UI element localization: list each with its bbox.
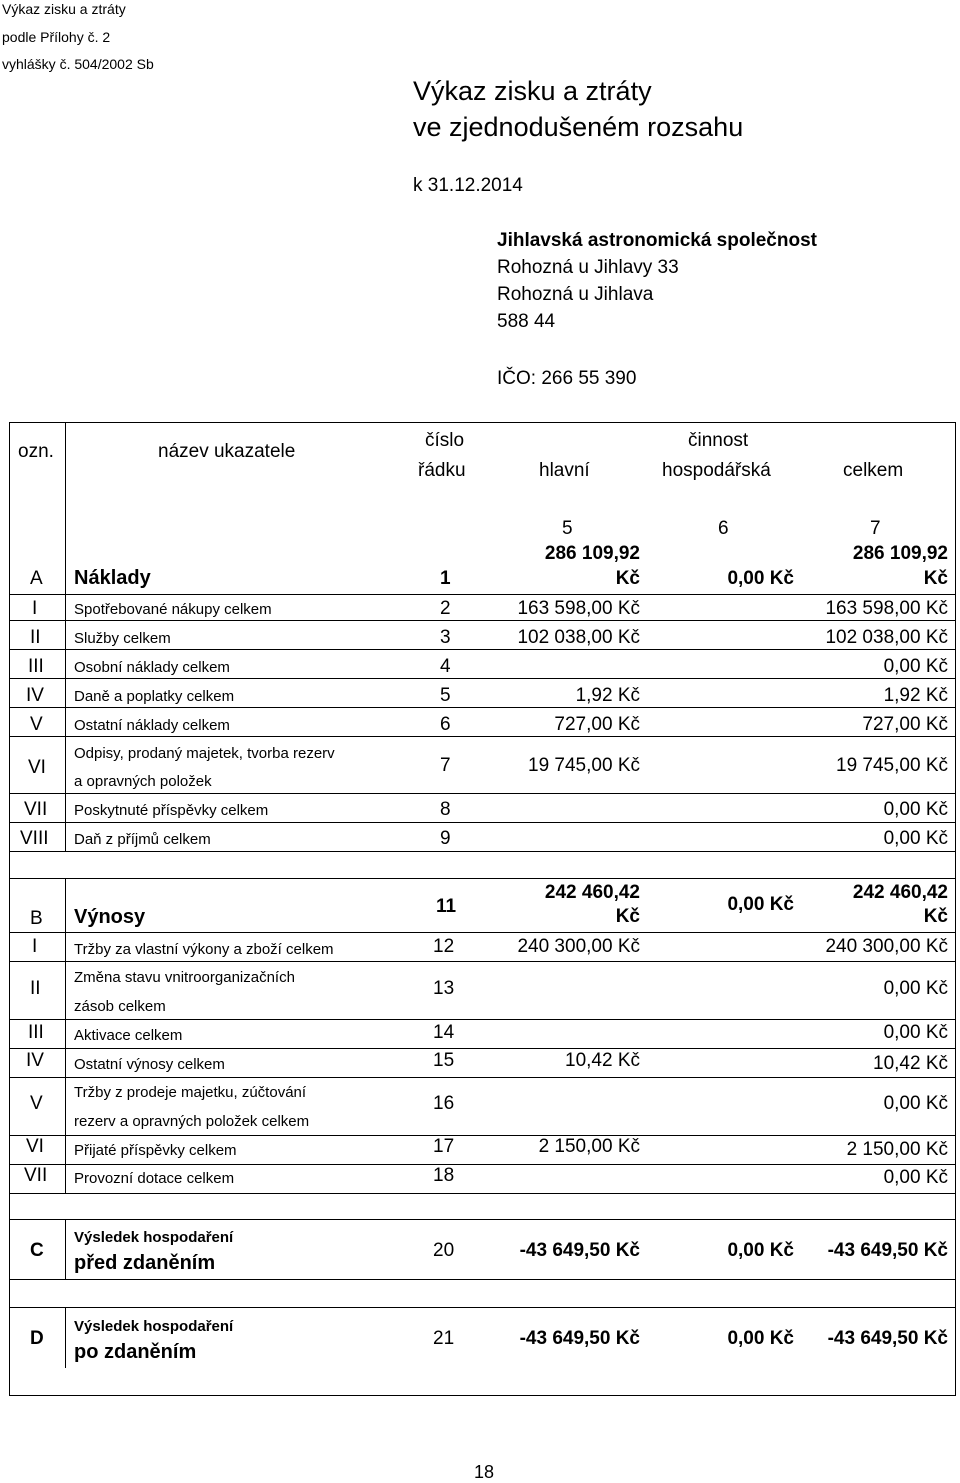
- rule: [65, 1219, 66, 1280]
- rule: [10, 1077, 955, 1078]
- row-total: 19 745,00 Kč: [836, 755, 948, 776]
- row-ozn: VII: [24, 1165, 48, 1186]
- row-name-line-2: zásob celkem: [74, 998, 166, 1015]
- row-total: 0,00 Kč: [883, 656, 948, 677]
- section-d-name-line-2: po zdaněním: [74, 1341, 197, 1363]
- section-d-row-number: 21: [433, 1328, 455, 1349]
- rule: [10, 851, 955, 852]
- section-a-name: Náklady: [74, 567, 151, 589]
- row-main: 727,00 Kč: [554, 714, 640, 735]
- row-name-line-2: rezerv a opravných položek celkem: [74, 1113, 310, 1130]
- row-name: Poskytnuté příspěvky celkem: [74, 802, 269, 819]
- row-number: 2: [440, 598, 451, 619]
- section-d-main: -43 649,50 Kč: [519, 1328, 640, 1349]
- row-main: 163 598,00 Kč: [517, 598, 640, 619]
- section-d-name-line-1: Výsledek hospodaření: [74, 1318, 234, 1335]
- row-ozn: I: [32, 598, 38, 619]
- rule: [10, 1279, 955, 1280]
- section-a-economic: 0,00 Kč: [727, 568, 794, 589]
- row-name-line-1: Změna stavu vnitroorganizačních: [74, 969, 295, 986]
- section-b-name: Výnosy: [74, 906, 146, 928]
- row-name: Aktivace celkem: [74, 1027, 183, 1044]
- header-note-line-3: vyhlášky č. 504/2002 Sb: [2, 56, 154, 72]
- rule: [10, 1307, 955, 1308]
- row-ozn: VI: [28, 757, 46, 778]
- rule: [10, 594, 955, 595]
- row-ozn: II: [30, 978, 41, 999]
- section-a-main-1: 286 109,92: [544, 543, 640, 564]
- rule: [10, 793, 955, 794]
- col-header-row-number-2: řádku: [418, 460, 466, 481]
- row-name-line-1: Tržby z prodeje majetku, zúčtování: [74, 1084, 307, 1101]
- row-name: Daně a poplatky celkem: [74, 688, 235, 705]
- section-a-ozn: A: [30, 568, 43, 589]
- header-note-line-1: Výkaz zisku a ztráty: [2, 1, 126, 17]
- row-ozn: II: [30, 627, 41, 648]
- row-name: Služby celkem: [74, 630, 171, 647]
- section-b-ozn: B: [30, 908, 43, 929]
- rule: [10, 1048, 955, 1049]
- section-c-name-line-1: Výsledek hospodaření: [74, 1229, 234, 1246]
- row-name-line-2: a opravných položek: [74, 773, 212, 790]
- row-number: 8: [440, 799, 451, 820]
- row-ozn: VI: [26, 1136, 44, 1157]
- row-main: 102 038,00 Kč: [517, 627, 640, 648]
- row-total: 0,00 Kč: [883, 828, 948, 849]
- row-number: 18: [433, 1165, 455, 1186]
- section-b-total-2: Kč: [923, 906, 948, 927]
- section-b-economic: 0,00 Kč: [727, 894, 794, 915]
- row-total: 0,00 Kč: [883, 1167, 948, 1188]
- row-total: 0,00 Kč: [883, 1093, 948, 1114]
- row-name: Daň z příjmů celkem: [74, 831, 211, 848]
- row-ozn: III: [28, 1022, 44, 1043]
- section-d-ozn: D: [30, 1328, 44, 1349]
- rule: [10, 620, 955, 621]
- organization-zip: 588 44: [497, 311, 556, 332]
- rule: [65, 423, 66, 852]
- section-c-main: -43 649,50 Kč: [519, 1240, 640, 1261]
- row-ozn: IV: [26, 685, 44, 706]
- col-header-ozn: ozn.: [18, 441, 54, 462]
- organization-block: [497, 227, 817, 335]
- rule: [65, 1307, 66, 1368]
- row-number: 12: [433, 936, 455, 957]
- row-main: 19 745,00 Kč: [528, 755, 640, 776]
- row-name-line-1: Odpisy, prodaný majetek, tvorba rezerv: [74, 745, 335, 762]
- section-b-main-2: Kč: [615, 906, 640, 927]
- row-ozn: V: [30, 714, 43, 735]
- section-d-economic: 0,00 Kč: [727, 1328, 794, 1349]
- organization-ico: IČO: 266 55 390: [497, 368, 637, 389]
- row-name: Tržby za vlastní výkony a zboží celkem: [74, 941, 334, 958]
- header-note-line-2: podle Přílohy č. 2: [2, 29, 111, 45]
- organization-street: Rohozná u Jihlavy 33: [497, 257, 679, 278]
- section-c-total: -43 649,50 Kč: [827, 1240, 948, 1261]
- section-a-total-1: 286 109,92: [852, 543, 948, 564]
- row-name: Ostatní náklady celkem: [74, 717, 230, 734]
- row-main: 2 150,00 Kč: [538, 1136, 640, 1157]
- row-number: 13: [433, 978, 455, 999]
- row-name: Osobní náklady celkem: [74, 659, 230, 676]
- row-total: 2 150,00 Kč: [846, 1139, 948, 1160]
- row-number: 9: [440, 828, 451, 849]
- organization-city: Rohozná u Jihlava: [497, 284, 654, 305]
- section-c-economic: 0,00 Kč: [727, 1240, 794, 1261]
- row-number: 4: [440, 656, 451, 677]
- section-a-row-number: 1: [440, 568, 451, 589]
- row-name: Spotřebované nákupy celkem: [74, 601, 272, 618]
- col-header-economic: hospodářská: [662, 460, 771, 481]
- rule: [10, 678, 955, 679]
- section-b-total-1: 242 460,42: [852, 882, 948, 903]
- row-number: 15: [433, 1050, 455, 1071]
- row-total: 163 598,00 Kč: [825, 598, 948, 619]
- row-total: 1,92 Kč: [883, 685, 948, 706]
- page-number: 18: [474, 1462, 495, 1482]
- row-total: 727,00 Kč: [862, 714, 948, 735]
- row-name: Provozní dotace celkem: [74, 1170, 235, 1187]
- rule: [10, 707, 955, 708]
- col-number-5: 5: [562, 518, 573, 539]
- page-title-line-1: Výkaz zisku a ztráty: [413, 76, 652, 106]
- section-c-ozn: C: [30, 1240, 44, 1261]
- row-number: 14: [433, 1022, 455, 1043]
- rule: [65, 878, 66, 1193]
- row-ozn: V: [30, 1093, 43, 1114]
- section-d-total: -43 649,50 Kč: [827, 1328, 948, 1349]
- row-total: 0,00 Kč: [883, 799, 948, 820]
- section-c-row-number: 20: [433, 1240, 455, 1261]
- row-number: 16: [433, 1093, 455, 1114]
- row-number: 6: [440, 714, 451, 735]
- organization-name: Jihlavská astronomická společnost: [497, 230, 817, 251]
- row-main: 1,92 Kč: [575, 685, 640, 706]
- rule: [10, 961, 955, 962]
- section-c-name-line-2: před zdaněním: [74, 1252, 216, 1274]
- rule: [10, 878, 955, 879]
- row-ozn: I: [32, 936, 38, 957]
- col-header-row-number-1: číslo: [425, 430, 465, 451]
- rule: [10, 822, 955, 823]
- rule: [10, 649, 955, 650]
- row-total: 0,00 Kč: [883, 978, 948, 999]
- col-number-7: 7: [870, 518, 881, 539]
- row-ozn: IV: [26, 1050, 44, 1071]
- row-ozn: III: [28, 656, 44, 677]
- row-main: 10,42 Kč: [565, 1050, 640, 1071]
- row-ozn: VIII: [20, 828, 49, 849]
- row-total: 0,00 Kč: [883, 1022, 948, 1043]
- section-a-main-2: Kč: [615, 568, 640, 589]
- rule: [10, 1019, 955, 1020]
- row-number: 3: [440, 627, 451, 648]
- rule: [10, 736, 955, 737]
- row-number: 17: [433, 1136, 455, 1157]
- row-name: Přijaté příspěvky celkem: [74, 1142, 237, 1159]
- col-header-total: celkem: [843, 460, 904, 481]
- report-date: k 31.12.2014: [413, 175, 523, 196]
- col-header-main: hlavní: [539, 460, 590, 481]
- row-main: 240 300,00 Kč: [517, 936, 640, 957]
- rule: [10, 1164, 955, 1165]
- section-b-row-number: 11: [436, 896, 457, 917]
- col-header-name: název ukazatele: [158, 441, 296, 462]
- rule: [10, 1219, 955, 1220]
- page-title-line-2: ve zjednodušeném rozsahu: [413, 112, 744, 142]
- rule: [10, 932, 955, 933]
- row-ozn: VII: [24, 799, 48, 820]
- row-number: 5: [440, 685, 451, 706]
- section-b-main-1: 242 460,42: [544, 882, 640, 903]
- col-number-6: 6: [718, 518, 729, 539]
- col-header-activity: činnost: [688, 430, 749, 451]
- section-a-total-2: Kč: [923, 568, 948, 589]
- row-total: 240 300,00 Kč: [825, 936, 948, 957]
- row-number: 7: [440, 755, 451, 776]
- row-name: Ostatní výnosy celkem: [74, 1056, 225, 1073]
- row-total: 10,42 Kč: [873, 1053, 948, 1074]
- row-total: 102 038,00 Kč: [825, 627, 948, 648]
- rule: [10, 1193, 955, 1194]
